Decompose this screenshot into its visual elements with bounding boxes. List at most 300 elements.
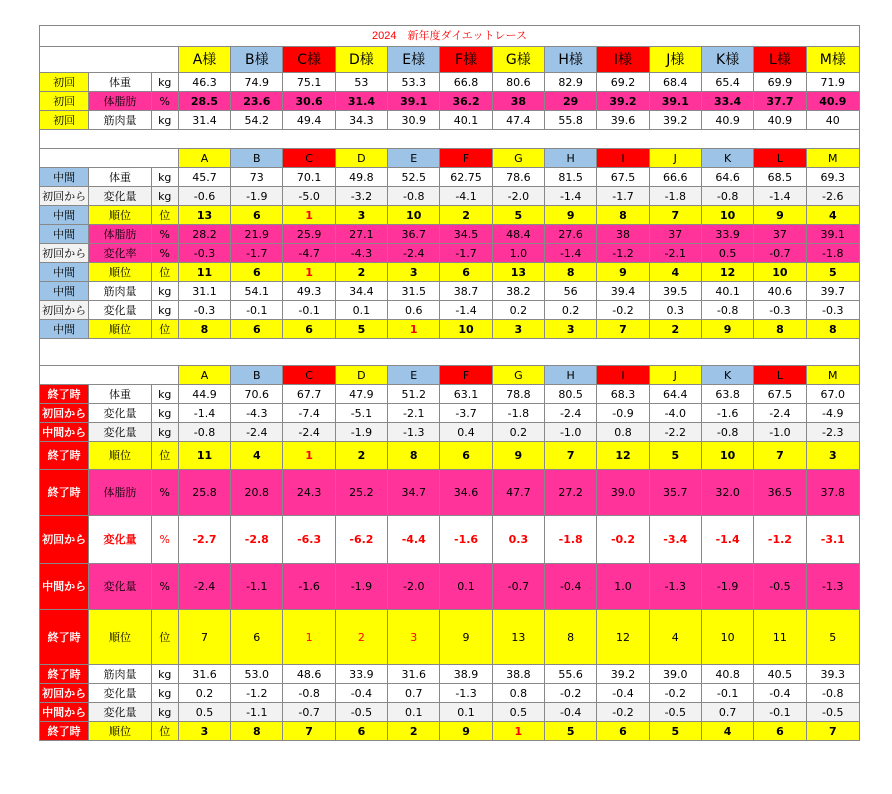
participant-header: I — [597, 149, 649, 168]
rank-cell: 4 — [649, 263, 701, 282]
value-cell: -1.7 — [440, 244, 492, 263]
value-cell: -0.3 — [178, 244, 230, 263]
value-cell: 62.75 — [440, 168, 492, 187]
data-row — [40, 665, 860, 684]
row-period-label: 中間から — [40, 423, 89, 442]
value-cell: 78.8 — [492, 385, 544, 404]
value-cell: -0.8 — [701, 423, 753, 442]
value-cell: -1.4 — [754, 187, 806, 206]
participant-header: A様 — [178, 47, 230, 73]
row-unit-label: kg — [151, 703, 178, 722]
value-cell: -2.1 — [388, 404, 440, 423]
value-cell: -1.2 — [231, 684, 283, 703]
value-cell: -0.4 — [754, 684, 806, 703]
spacer-cell — [40, 339, 860, 366]
value-cell: 0.3 — [492, 516, 544, 564]
value-cell: -1.2 — [754, 516, 806, 564]
value-cell: 81.5 — [545, 168, 597, 187]
value-cell: -2.4 — [545, 404, 597, 423]
rank-cell: 13 — [178, 206, 230, 225]
value-cell: 0.2 — [545, 301, 597, 320]
value-cell: -1.9 — [701, 564, 753, 610]
value-cell: -2.2 — [649, 423, 701, 442]
rank-cell: 6 — [754, 722, 806, 741]
rank-cell: 10 — [754, 263, 806, 282]
row-unit-label: 位 — [151, 206, 178, 225]
row-item-label: 筋肉量 — [89, 282, 151, 301]
value-cell: 38.7 — [440, 282, 492, 301]
value-cell: 75.1 — [283, 73, 335, 92]
row-item-label: 変化量 — [89, 516, 151, 564]
value-cell: 64.4 — [649, 385, 701, 404]
value-cell: 1.0 — [492, 244, 544, 263]
value-cell: -1.0 — [545, 423, 597, 442]
value-cell: -0.4 — [335, 684, 387, 703]
value-cell: -1.9 — [335, 564, 387, 610]
row-item-label: 変化量 — [89, 703, 151, 722]
data-row — [40, 442, 860, 470]
value-cell: 39.1 — [649, 92, 701, 111]
value-cell: 38.8 — [492, 665, 544, 684]
row-period-label: 終了時 — [40, 610, 89, 665]
value-cell: 51.2 — [388, 385, 440, 404]
row-unit-label: kg — [151, 423, 178, 442]
value-cell: 40.1 — [440, 111, 492, 130]
value-cell: 53.3 — [388, 73, 440, 92]
row-item-label: 変化量 — [89, 423, 151, 442]
value-cell: -2.1 — [649, 244, 701, 263]
value-cell: 0.8 — [492, 684, 544, 703]
value-cell: 39.1 — [806, 225, 859, 244]
value-cell: 0.3 — [649, 301, 701, 320]
value-cell: 29 — [545, 92, 597, 111]
participant-header: M — [806, 366, 859, 385]
value-cell: -2.4 — [388, 244, 440, 263]
value-cell: 40.8 — [701, 665, 753, 684]
rank-cell: 12 — [597, 442, 649, 470]
row-item-label: 変化量 — [89, 564, 151, 610]
value-cell: 31.6 — [388, 665, 440, 684]
participant-header-row — [40, 149, 860, 168]
value-cell: 69.3 — [806, 168, 859, 187]
spacer-cell — [40, 130, 860, 149]
row-unit-label: % — [151, 244, 178, 263]
value-cell: -0.2 — [597, 703, 649, 722]
value-cell: 31.4 — [335, 92, 387, 111]
value-cell: -0.3 — [806, 301, 859, 320]
value-cell: 0.7 — [701, 703, 753, 722]
value-cell: -2.8 — [231, 516, 283, 564]
rank-cell: 3 — [492, 320, 544, 339]
value-cell: 37 — [649, 225, 701, 244]
rank-cell: 4 — [649, 610, 701, 665]
value-cell: 48.4 — [492, 225, 544, 244]
rank-cell: 10 — [440, 320, 492, 339]
participant-header: H様 — [545, 47, 597, 73]
data-row — [40, 73, 860, 92]
rank-cell: 6 — [440, 442, 492, 470]
value-cell: 24.3 — [283, 470, 335, 516]
value-cell: 1.0 — [597, 564, 649, 610]
row-item-label: 体脂肪 — [89, 92, 151, 111]
value-cell: -1.1 — [231, 564, 283, 610]
data-row — [40, 187, 860, 206]
value-cell: 21.9 — [231, 225, 283, 244]
value-cell: 33.9 — [701, 225, 753, 244]
value-cell: -1.4 — [178, 404, 230, 423]
data-row — [40, 301, 860, 320]
rank-cell: 9 — [597, 263, 649, 282]
value-cell: -0.8 — [283, 684, 335, 703]
value-cell: 66.8 — [440, 73, 492, 92]
participant-header: G — [492, 366, 544, 385]
value-cell: -6.3 — [283, 516, 335, 564]
row-period-label: 初回から — [40, 187, 89, 206]
rank-cell: 7 — [283, 722, 335, 741]
row-item-label: 体脂肪 — [89, 225, 151, 244]
value-cell: 28.5 — [178, 92, 230, 111]
data-row — [40, 206, 860, 225]
rank-cell: 2 — [649, 320, 701, 339]
value-cell: 0.1 — [440, 564, 492, 610]
value-cell: 78.6 — [492, 168, 544, 187]
data-row — [40, 516, 860, 564]
row-unit-label: kg — [151, 168, 178, 187]
row-item-label: 体脂肪 — [89, 470, 151, 516]
value-cell: 34.4 — [335, 282, 387, 301]
value-cell: 40.1 — [701, 282, 753, 301]
participant-header: C — [283, 366, 335, 385]
value-cell: 31.1 — [178, 282, 230, 301]
participant-header: M様 — [806, 47, 859, 73]
value-cell: 49.4 — [283, 111, 335, 130]
rank-cell: 4 — [231, 442, 283, 470]
value-cell: 38 — [597, 225, 649, 244]
row-item-label: 変化量 — [89, 684, 151, 703]
value-cell: -0.4 — [545, 703, 597, 722]
row-item-label: 順位 — [89, 263, 151, 282]
rank-cell: 8 — [178, 320, 230, 339]
value-cell: 33.9 — [335, 665, 387, 684]
rank-cell: 3 — [806, 442, 859, 470]
value-cell: 27.6 — [545, 225, 597, 244]
row-period-label: 初回 — [40, 111, 89, 130]
value-cell: 74.9 — [231, 73, 283, 92]
value-cell: 39.2 — [649, 111, 701, 130]
row-unit-label: % — [151, 470, 178, 516]
value-cell: 0.5 — [178, 703, 230, 722]
row-item-label: 順位 — [89, 722, 151, 741]
value-cell: -0.8 — [806, 684, 859, 703]
value-cell: 0.1 — [335, 301, 387, 320]
rank-cell: 9 — [492, 442, 544, 470]
participant-header: B — [231, 366, 283, 385]
value-cell: 30.9 — [388, 111, 440, 130]
value-cell: 27.1 — [335, 225, 387, 244]
value-cell: -1.4 — [545, 187, 597, 206]
row-period-label: 初回から — [40, 244, 89, 263]
data-row — [40, 92, 860, 111]
value-cell: -1.9 — [231, 187, 283, 206]
value-cell: -4.7 — [283, 244, 335, 263]
value-cell: 46.3 — [178, 73, 230, 92]
rank-cell: 6 — [597, 722, 649, 741]
value-cell: 39.2 — [597, 665, 649, 684]
row-item-label: 順位 — [89, 442, 151, 470]
value-cell: 28.2 — [178, 225, 230, 244]
participant-header: L — [754, 149, 806, 168]
rank-cell: 1 — [283, 206, 335, 225]
rank-cell: 7 — [806, 722, 859, 741]
value-cell: 45.7 — [178, 168, 230, 187]
row-period-label: 初回 — [40, 92, 89, 111]
value-cell: 82.9 — [545, 73, 597, 92]
diet-race-table — [39, 25, 860, 741]
value-cell: 0.1 — [440, 703, 492, 722]
value-cell: -3.7 — [440, 404, 492, 423]
value-cell: 0.7 — [388, 684, 440, 703]
value-cell: 38.2 — [492, 282, 544, 301]
participant-header: C — [283, 149, 335, 168]
value-cell: 33.4 — [701, 92, 753, 111]
rank-cell: 5 — [806, 610, 859, 665]
rank-cell: 3 — [335, 206, 387, 225]
rank-cell: 12 — [597, 610, 649, 665]
participant-header: L — [754, 366, 806, 385]
rank-cell: 4 — [806, 206, 859, 225]
rank-cell: 11 — [178, 263, 230, 282]
value-cell: 66.6 — [649, 168, 701, 187]
value-cell: -2.0 — [492, 187, 544, 206]
row-unit-label: kg — [151, 73, 178, 92]
row-period-label: 終了時 — [40, 470, 89, 516]
header-blank-cell — [40, 149, 179, 168]
participant-header: I — [597, 366, 649, 385]
row-unit-label: kg — [151, 404, 178, 423]
value-cell: 37.7 — [754, 92, 806, 111]
value-cell: -0.2 — [649, 684, 701, 703]
rank-cell: 10 — [388, 206, 440, 225]
rank-cell: 10 — [701, 610, 753, 665]
value-cell: -0.1 — [754, 703, 806, 722]
value-cell: -0.3 — [178, 301, 230, 320]
participant-header: F — [440, 366, 492, 385]
rank-cell: 8 — [545, 263, 597, 282]
spacer-row — [40, 339, 860, 366]
value-cell: -1.6 — [283, 564, 335, 610]
value-cell: -0.8 — [388, 187, 440, 206]
value-cell: -2.4 — [283, 423, 335, 442]
value-cell: -0.2 — [597, 516, 649, 564]
value-cell: -2.4 — [231, 423, 283, 442]
value-cell: 70.1 — [283, 168, 335, 187]
value-cell: -0.4 — [545, 564, 597, 610]
value-cell: 52.5 — [388, 168, 440, 187]
value-cell: -1.3 — [806, 564, 859, 610]
value-cell: -0.3 — [754, 301, 806, 320]
value-cell: 34.6 — [440, 470, 492, 516]
participant-header: K様 — [701, 47, 753, 73]
value-cell: 27.2 — [545, 470, 597, 516]
value-cell: 39.0 — [649, 665, 701, 684]
participant-header: B様 — [231, 47, 283, 73]
row-period-label: 初回から — [40, 684, 89, 703]
value-cell: 67.7 — [283, 385, 335, 404]
rank-cell: 1 — [283, 263, 335, 282]
rank-cell: 1 — [283, 442, 335, 470]
participant-header: E — [388, 149, 440, 168]
rank-cell: 3 — [178, 722, 230, 741]
value-cell: 71.9 — [806, 73, 859, 92]
value-cell: 39.3 — [806, 665, 859, 684]
rank-cell: 6 — [231, 610, 283, 665]
participant-header: D — [335, 366, 387, 385]
row-unit-label: kg — [151, 385, 178, 404]
header-blank-cell — [40, 366, 179, 385]
value-cell: 0.5 — [492, 703, 544, 722]
value-cell: -1.0 — [754, 423, 806, 442]
value-cell: 39.4 — [597, 282, 649, 301]
value-cell: 39.0 — [597, 470, 649, 516]
rank-cell: 2 — [440, 206, 492, 225]
value-cell: 49.3 — [283, 282, 335, 301]
participant-header: C様 — [283, 47, 335, 73]
value-cell: 40.6 — [754, 282, 806, 301]
rank-cell: 1 — [283, 610, 335, 665]
value-cell: -1.8 — [492, 404, 544, 423]
value-cell: -0.8 — [701, 187, 753, 206]
value-cell: -5.0 — [283, 187, 335, 206]
value-cell: -1.3 — [649, 564, 701, 610]
rank-cell: 7 — [178, 610, 230, 665]
rank-cell: 13 — [492, 610, 544, 665]
data-row — [40, 404, 860, 423]
sheet-title: 2024 新年度ダイエットレース — [40, 26, 860, 47]
rank-cell: 5 — [545, 722, 597, 741]
rank-cell: 2 — [335, 442, 387, 470]
row-item-label: 変化率 — [89, 244, 151, 263]
value-cell: 65.4 — [701, 73, 753, 92]
value-cell: -3.2 — [335, 187, 387, 206]
rank-cell: 3 — [388, 610, 440, 665]
value-cell: 30.6 — [283, 92, 335, 111]
rank-cell: 9 — [440, 722, 492, 741]
value-cell: 39.2 — [597, 92, 649, 111]
value-cell: -1.1 — [231, 703, 283, 722]
value-cell: -4.3 — [335, 244, 387, 263]
row-period-label: 終了時 — [40, 665, 89, 684]
rank-cell: 9 — [545, 206, 597, 225]
row-item-label: 体重 — [89, 73, 151, 92]
value-cell: -1.8 — [545, 516, 597, 564]
value-cell: 0.1 — [388, 703, 440, 722]
value-cell: -0.5 — [649, 703, 701, 722]
value-cell: -1.4 — [701, 516, 753, 564]
value-cell: 68.4 — [649, 73, 701, 92]
participant-header: J — [649, 366, 701, 385]
participant-header: K — [701, 149, 753, 168]
value-cell: -2.0 — [388, 564, 440, 610]
value-cell: 36.5 — [754, 470, 806, 516]
rank-cell: 9 — [701, 320, 753, 339]
header-blank-cell — [40, 47, 179, 73]
value-cell: 31.5 — [388, 282, 440, 301]
data-row — [40, 423, 860, 442]
value-cell: 37 — [754, 225, 806, 244]
rank-cell: 10 — [701, 442, 753, 470]
rank-cell: 6 — [231, 206, 283, 225]
value-cell: -1.7 — [597, 187, 649, 206]
value-cell: -2.6 — [806, 187, 859, 206]
data-row — [40, 610, 860, 665]
participant-header: A — [178, 149, 230, 168]
rank-cell: 5 — [649, 722, 701, 741]
value-cell: 0.5 — [701, 244, 753, 263]
data-row — [40, 320, 860, 339]
value-cell: 47.4 — [492, 111, 544, 130]
value-cell: -1.6 — [701, 404, 753, 423]
value-cell: -1.9 — [335, 423, 387, 442]
row-unit-label: kg — [151, 187, 178, 206]
rank-cell: 3 — [388, 263, 440, 282]
value-cell: 40.9 — [754, 111, 806, 130]
value-cell: -0.7 — [492, 564, 544, 610]
value-cell: -1.6 — [440, 516, 492, 564]
rank-cell: 8 — [545, 610, 597, 665]
value-cell: -4.9 — [806, 404, 859, 423]
value-cell: 25.8 — [178, 470, 230, 516]
value-cell: -0.1 — [231, 301, 283, 320]
rank-cell: 2 — [335, 610, 387, 665]
rank-cell: 8 — [754, 320, 806, 339]
participant-header: B — [231, 149, 283, 168]
row-period-label: 中間 — [40, 225, 89, 244]
row-item-label: 体重 — [89, 168, 151, 187]
row-item-label: 変化量 — [89, 301, 151, 320]
value-cell: -2.4 — [754, 404, 806, 423]
value-cell: 38 — [492, 92, 544, 111]
value-cell: -2.4 — [178, 564, 230, 610]
title-row — [40, 26, 860, 47]
participant-header: E — [388, 366, 440, 385]
value-cell: 63.1 — [440, 385, 492, 404]
value-cell: -1.8 — [806, 244, 859, 263]
value-cell: -2.7 — [178, 516, 230, 564]
value-cell: 69.9 — [754, 73, 806, 92]
rank-cell: 13 — [492, 263, 544, 282]
row-unit-label: 位 — [151, 263, 178, 282]
value-cell: -3.1 — [806, 516, 859, 564]
row-item-label: 順位 — [89, 320, 151, 339]
value-cell: -0.8 — [701, 301, 753, 320]
value-cell: -0.1 — [283, 301, 335, 320]
row-period-label: 中間 — [40, 206, 89, 225]
value-cell: 64.6 — [701, 168, 753, 187]
participant-header: L様 — [754, 47, 806, 73]
rank-cell: 10 — [701, 206, 753, 225]
row-period-label: 中間から — [40, 703, 89, 722]
value-cell: -6.2 — [335, 516, 387, 564]
row-unit-label: kg — [151, 301, 178, 320]
value-cell: -0.2 — [545, 684, 597, 703]
rank-cell: 5 — [649, 442, 701, 470]
value-cell: -0.4 — [597, 684, 649, 703]
participant-header: H — [545, 149, 597, 168]
rank-cell: 6 — [231, 320, 283, 339]
rank-cell: 5 — [806, 263, 859, 282]
value-cell: 68.5 — [754, 168, 806, 187]
value-cell: 40.5 — [754, 665, 806, 684]
